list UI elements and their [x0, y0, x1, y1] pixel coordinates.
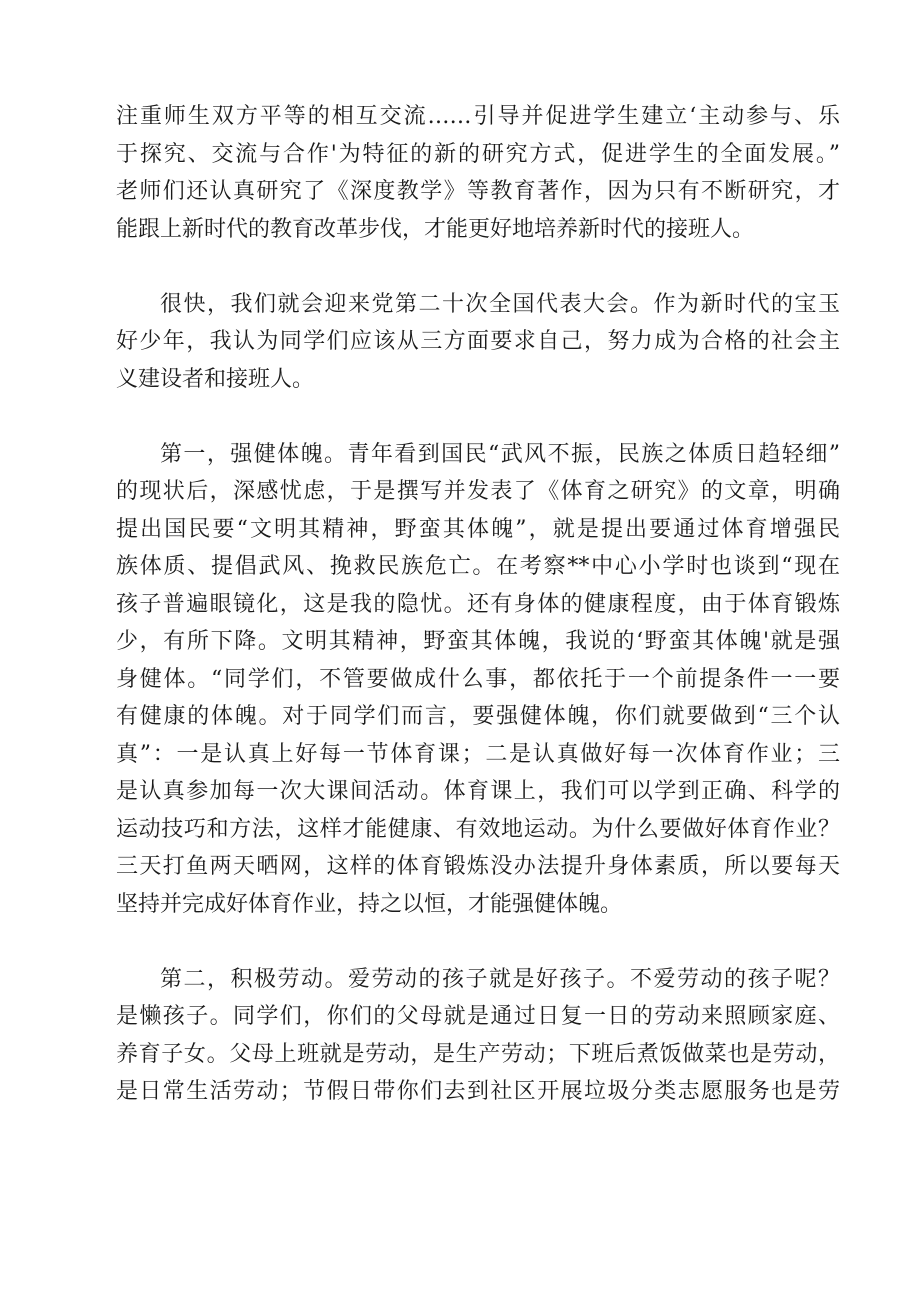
text-line: 注重师生双方平等的相互交流……引导并促进学生建立‘主动参与、乐	[116, 104, 840, 129]
text-line: 坚持并完成好体育作业，持之以恒，才能强健体魄。	[116, 891, 623, 917]
text-line: 提出国民要“文明其精神，野蛮其体魄”，就是提出要通过体育增强民	[116, 516, 840, 542]
document-body	[116, 98, 840, 1148]
paragraph-3	[116, 436, 840, 924]
text-line: 少，有所下降。文明其精神，野蛮其体魄，我说的‘野蛮其体魄'就是强	[116, 629, 840, 654]
text-line: 是日常生活劳动；节假日带你们去到社区开展垃圾分类志愿服务也是劳	[116, 1079, 840, 1104]
text-line: 养育子女。父母上班就是劳动，是生产劳动；下班后煮饭做菜也是劳动，	[116, 1041, 840, 1067]
text-line: 身健体。“同学们，不管要做成什么事，都依托于一个前提条件一一要	[116, 666, 840, 692]
text-line: 于探究、交流与合作'为特征的新的研究方式，促进学生的全面发展。”	[116, 141, 840, 167]
paragraph-2	[116, 286, 840, 399]
text-line: 第一，强健体魄。青年看到国民“武风不振，民族之体质日趋轻细”	[160, 441, 840, 467]
text-line: 有健康的体魄。对于同学们而言，要强健体魄，你们就要做到“三个认	[116, 704, 840, 729]
text-line: 好少年，我认为同学们应该从三方面要求自己，努力成为合格的社会主	[116, 329, 840, 354]
text-line: 三天打鱼两天晒网，这样的体育锻炼没办法提升身体素质，所以要每天	[116, 854, 840, 879]
text-line: 义建设者和接班人。	[116, 366, 315, 392]
paragraph-4	[116, 961, 840, 1111]
text-line: 是懒孩子。同学们，你们的父母就是通过日复一日的劳动来照顾家庭、	[116, 1004, 840, 1029]
text-line: 真”：一是认真上好每一节体育课；二是认真做好每一次体育作业；三	[116, 741, 840, 767]
text-line: 老师们还认真研究了《深度教学》等教育著作，因为只有不断研究，才	[116, 179, 840, 204]
text-line: 是认真参加每一次大课间活动。体育课上，我们可以学到正确、科学的	[116, 779, 840, 804]
text-line: 第二，积极劳动。爱劳动的孩子就是好孩子。不爱劳动的孩子呢？	[160, 966, 840, 992]
text-line: 运动技巧和方法，这样才能健康、有效地运动。为什么要做好体育作业？	[116, 816, 840, 842]
text-line: 孩子普遍眼镜化，这是我的隐忧。还有身体的健康程度，由于体育锻炼	[116, 591, 840, 617]
text-line: 能跟上新时代的教育改革步伐，才能更好地培养新时代的接班人。	[116, 216, 755, 242]
paragraph-1	[116, 98, 840, 248]
text-line: 很快，我们就会迎来党第二十次全国代表大会。作为新时代的宝玉	[160, 291, 840, 317]
text-line: 族体质、提倡武风、挽救民族危亡。在考察**中心小学时也谈到“现在	[116, 554, 840, 579]
text-line: 的现状后，深感忧虑，于是撰写并发表了《体育之研究》的文章，明确	[116, 479, 840, 504]
